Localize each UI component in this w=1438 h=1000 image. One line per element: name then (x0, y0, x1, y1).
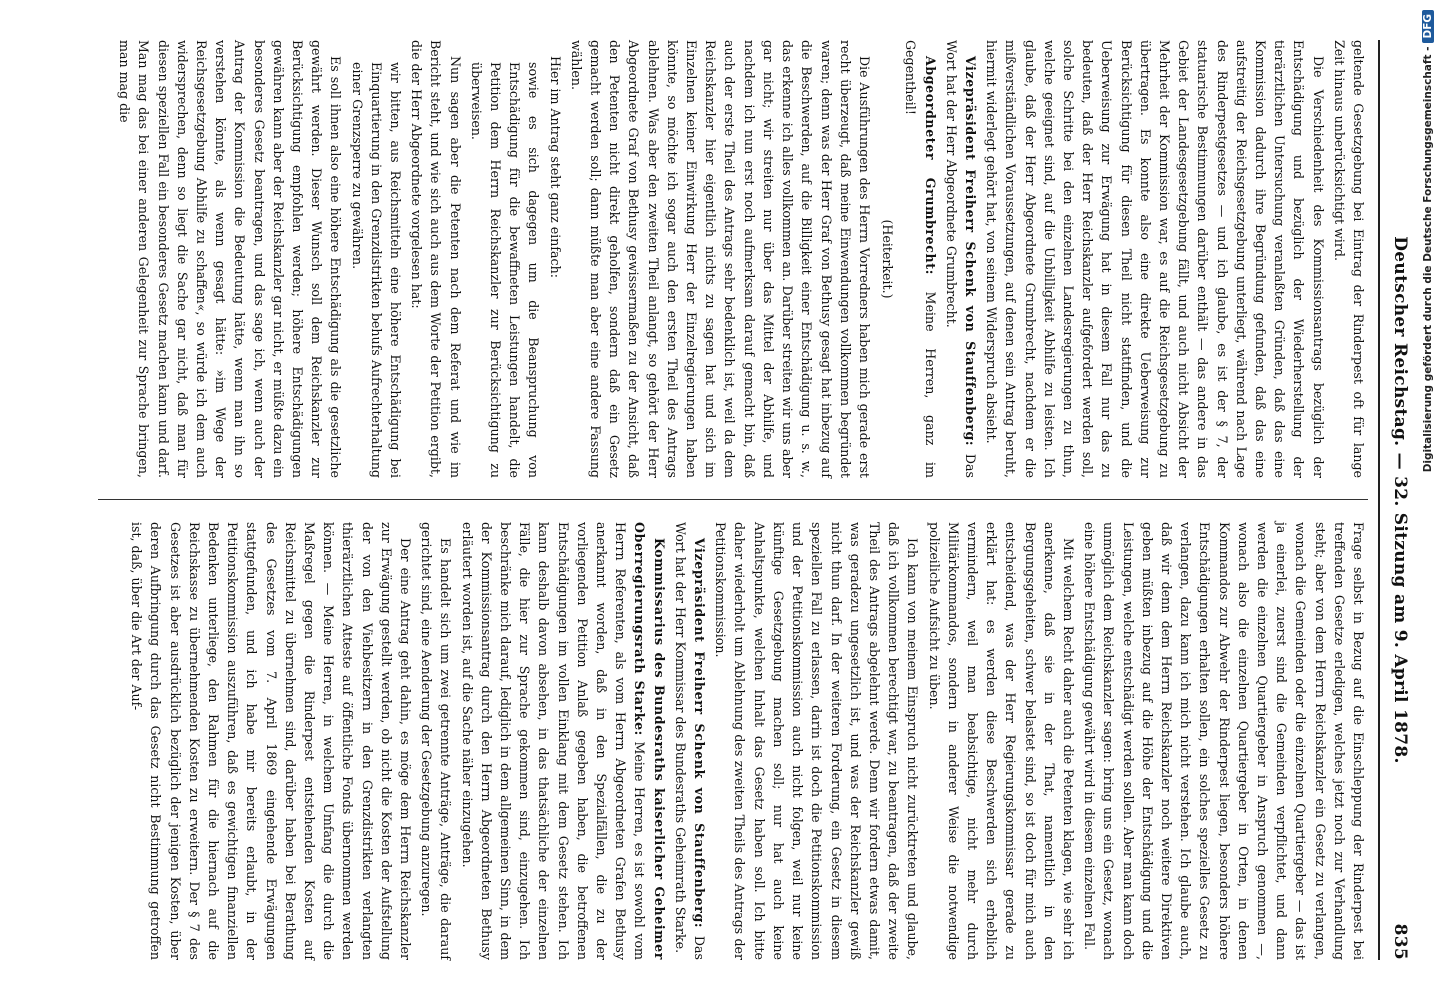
paragraph: Frage selbst in Bezug auf die Einschleppung der Rinderpest bei treffenden Gesetze erledigen, welches jetzt noch zur Verhandlung steht; aber von dem Herrn Reichskanzler ein Gesetz zu verlangen, wonach die Gemeinden oder die einzelnen Quartiergeber — das ist ja einerlei, zuerst sind die Gemeinden verpflichtet, und dann werden die einzelnen Quartiergeber in Anspruch genommen —, wonach also die einzelnen Quartiergeber in Orten, in denen Kommandos zur Abwehr der Rinderpest liegen, besonders höhere Entschädigungen erhalten sollen, ein solches spezielles Gesetz zu verlangen, dazu kann ich mich nicht verstehen. Ich glaube auch, daß wir denn dem Herrn Reichskanzler noch weitere Direktiven geben müßten inbezug auf die Höhe der Entschädigung und die Leistungen, welche entschädigt werden sollen. Aber man kann doch unmöglich dem Reichskanzler sagen: bring uns ein Gesetz, wonach eine höhere Entschädigung gewährt wird in diesem einzelnen Fall. (1082, 522, 1366, 960)
left-column (98, 40, 1368, 478)
rotated-newspaper-page (86, 40, 1416, 960)
speaker-name: Abgeordneter Grumbrecht: (922, 56, 938, 275)
quotation: wir bitten, aus Reichsmitteln eine höhere Entschädigung bei Einquartierung in den Grenzdistrikten behufs Aufrechterhaltung einer Grenzsperre zu gewähren. (349, 62, 404, 478)
paragraph: Nun sagen aber die Petenten nach dem Referat und wie im Bericht steht, und wie sich auch aus dem Worte der Petition ergibt, die der Herr Abgeordnete vorgelesen hat: (409, 40, 463, 478)
digitization-watermark (1422, 10, 1438, 990)
right-column (98, 522, 1368, 960)
column-divider (98, 499, 1368, 500)
paragraph: Das Wort hat der Herr Kommissar des Bundesraths Geheimrath Starke. (672, 522, 708, 960)
paragraph: Es handelt sich um zwei getrennte Anträge, Anträge, die darauf gerichtet sind, eine Aenderung der Gesetzgebung anzuregen. (419, 522, 454, 960)
speaker-name: Vizepräsident Freiherr Schenk von Stauffenberg: (692, 538, 708, 929)
paragraph: Mit welchem Recht daher auch die Petenten klagen, wie sehr ich anerkenne, daß sie in der That, namentlich in den Bergungsgeheiten, schwer belastet sind, so ist doch für mich auch entscheidend, was der Herr Regierungskommissar gerade zu erklärt hat: es werden diese Beschwerden sich erheblich vermindern, weil man beabsichtige, nicht mehr durch Militärkommandos, sondern in anderer Weise die notwendige polizeiliche Aufsicht zu üben. (926, 522, 1076, 960)
speaker-name: Vizepräsident Freiherr Schenk von Stauffenberg: (962, 56, 978, 447)
dfg-logo: DFG (1422, 10, 1434, 43)
speaker-name: Kommissarius des Bundesraths kaiserlicher Geheimer Oberregierungsrath Starke: (632, 522, 667, 960)
running-head (1378, 40, 1416, 960)
paragraph: geltende Gesetzgebung bei Eintrag der Rinderpest oft für lange Zeit hinaus unberücksichtigt wird. (1331, 40, 1366, 478)
paragraph: Die Verschiedenheit des Kommissionsantrags bezüglich der Entschädigung und bezüglich der Wiederherstellung der tierärztlichen Untersuchung veranlaßten Gründen, daß das eine Kommission dadurch ihre Begründung gefunden, daß das eine aufstreitig der Reichsgesetzgebung unterliegt, während nach Lage des Rinderpestgesetzes — und ich glaube, es ist der § 7, der statuarische Bestimmungen darüber enthält — das andere in das Gebiet der Landesgesetzgebung fällt, und auch nicht Absicht der Mehrheit der Kommission war, es auf die Reichsgesetzgebung zu übertragen. Es konnte also eine direkte Ueberweisung zur Berücksichtigung für diesen Theil nicht stattfinden, und die Ueberweisung zur Erwägung hat in diesem Fall nur das zu bedeuten, daß der Herr Reichskanzler aufgefordert werden soll, solche Schritte bei den einzelnen Landesregierungen zu thun, welche geeignet sind, auf die Unbilligkeit Abhilfe zu leisten. Ich glaube, daß der Herr Abgeordnete Grumbrecht, nachdem er die mißverständlichen Voraussetzungen, auf denen sein Antrag beruht, hiermit widerlegt gehört hat, von seinem Widerspruch absieht. (984, 40, 1326, 478)
quotation: sowie es sich dagegen um die Beanspruchung von Entschädigung für die bewaffneten Leistungen handelt, die Petition dem Herrn Reichskanzler zur Berücksichtigung zu überweisen. (468, 62, 542, 478)
paragraph: Meine Herren, es ist sowohl vom Herrn Referenten, als vom Herrn Abgeordneten Grafen Bethusy anerkannt worden, daß in den Spezialfällen, die zu der vorliegenden Petition Anlaß gegeben haben, die betroffenen Entschädigungen im vollen Einklang mit dem Gesetz stehen. Ich kann deshalb davon absehen, in das thatsächliche der einzelnen Fälle, die hier zur Sprache gekommen sind, einzugehen. Ich beschränke mich darauf, lediglich in dem allgemeinen Sinn, in dem der Kommissionsantrag durch den Herrn Abgeordneten Bethusy erläutert worden ist, auf die Sache näher einzugehen. (459, 522, 648, 960)
paragraph: Die Ausführungen des Herrn Vorredners haben mich gerade erst recht überzeugt, daß meine Einwendungen vollkommen begründet waren; denn was der Herr Graf von Bethusy gesagt hat inbezug auf die Beschwerden, auf die Billigkeit einer Entschädigung u. s. w., das erkenne ich alles vollkommen an. Darüber streiten wir uns aber gar nicht; wir streiten nur über das Mittel der Abhilfe, und nachdem ich nun erst noch aufmerksam darauf gemacht bin, daß auch der erste Theil des Antrags sehr bedenklich ist, weil da dem Reichskanzler hier eigentlich nichts zu sagen hat und sich im Einzelnen keiner Einwirkung Herr der Einzelregierungen haben könnte, so möchte ich sogar auch den ersten Theil des Antrags ablehnen. Was aber den zweiten Theil anlangt, so gehört der Herr Abgeordnete Graf von Bethusy gewissermaßen zu der Ansicht, daß den Petenten nicht direkt geholfen, sondern daß ein Gesetz gemacht werden soll; dann müßte man aber eine andere Fassung wählen. (568, 40, 872, 478)
paragraph: Ich kann von meinem Einspruch nicht zurücktreten und glaube, daß ich vollkommen berechtigt war, zu beantragen, daß der zweite Theil des Antrags abgelehnt werde. Denn wir fordern etwas damit, was geradezu ungesetzlich ist, und was der Reichskanzler gewiß nicht thun darf. In der weiteren Forderung, ein Gesetz in diesem speziellen Fall zu erlassen, darin ist doch die Petitionskommission und der Petitionskommission auch nicht folgen, weil nur keine künftige Gesetzgebung machen soll; nur hat auch keine Anhaltspunkte, welchen Inhalt das Gesetz haben soll. Ich bitte daher wiederholt um Ablehnung des zweiten Theils des Antrags der Petitionskommission. (713, 522, 921, 960)
paragraph: Meine Herren, ganz im Gegentheil! (903, 40, 938, 479)
header-title: Deutscher Reichstag. — 32. Sitzung am 9. April 1878. (1390, 236, 1410, 764)
stage-direction: (Heiterkeit.) (880, 219, 896, 299)
paragraph: Hier im Antrag steht ganz einfach: (547, 56, 563, 278)
paragraph: Es soll ihnen also eine höhere Entschädigung als die gesetzliche gewährt werden. Dieser Wunsch soll dem Reichskanzler zur Berücksichtigung empfohlen werden; höhere Entschädigungen gewähren kann aber der Reichskanzler gar nicht, er müßte dazu ein besonderes Gesetz beantragen, und das sage ich, wenn auch der Antrag der Kommission die Bedeutung hätte, wenn man ihn so verstehen könnte, als wenn gesagt hätte: »im Wege der Reichsgesetzgebung Abhilfe zu schaffen«, so würde ich dem auch widersprechen, denn so liegt die Sache gar nicht, daß man für diesen speziellen Fall ein besonderes Gesetz machen kann und darf. Man mag das bei einer anderen Gelegenheit zur Sprache bringen, man mag die (117, 40, 344, 478)
watermark-text: Digitalisierung gefördert durch die Deutsche Forschungsgemeinschaft - (1422, 46, 1434, 473)
page-number: 835 (1390, 923, 1410, 960)
paragraph: Der eine Antrag geht dahin, es möge dem Herrn Reichskanzler zur Erwägung gestellt werden, ob nicht die Kosten der Aufstellung der von den Viehbesitzern in den Grenzdistrikten verlangten thierärztlichen Atteste auf öffentliche Fonds übernommen werden können. — Meine Herren, in welchem Umfang die durch die Maßregel gegen die Rinderpest entstehenden Kosten auf Reichsmittel zu übernehmen sind, darüber haben bei Berathung des Gesetzes vom 7. April 1869 eingehende Erwägungen stattgefunden, und ich habe mir bereits erlaubt, in der Petitionskommission auszuführen, daß es gewichtigen finanziellen Bedenken unterliege, den Rahmen für die hiernach auf die Reichskasse zu übernehmenden Kosten zu erweitern. Der § 7 des Gesetzes ist aber ausdrücklich bezüglich der jenigen Kosten, über deren Aufbringung durch das Gesetz nicht Bestimmung getroffen ist, daß, über die Art der Auf- (129, 522, 414, 960)
paragraph: Das Wort hat der Herr Abgeordnete Grumbrecht. (943, 40, 978, 478)
